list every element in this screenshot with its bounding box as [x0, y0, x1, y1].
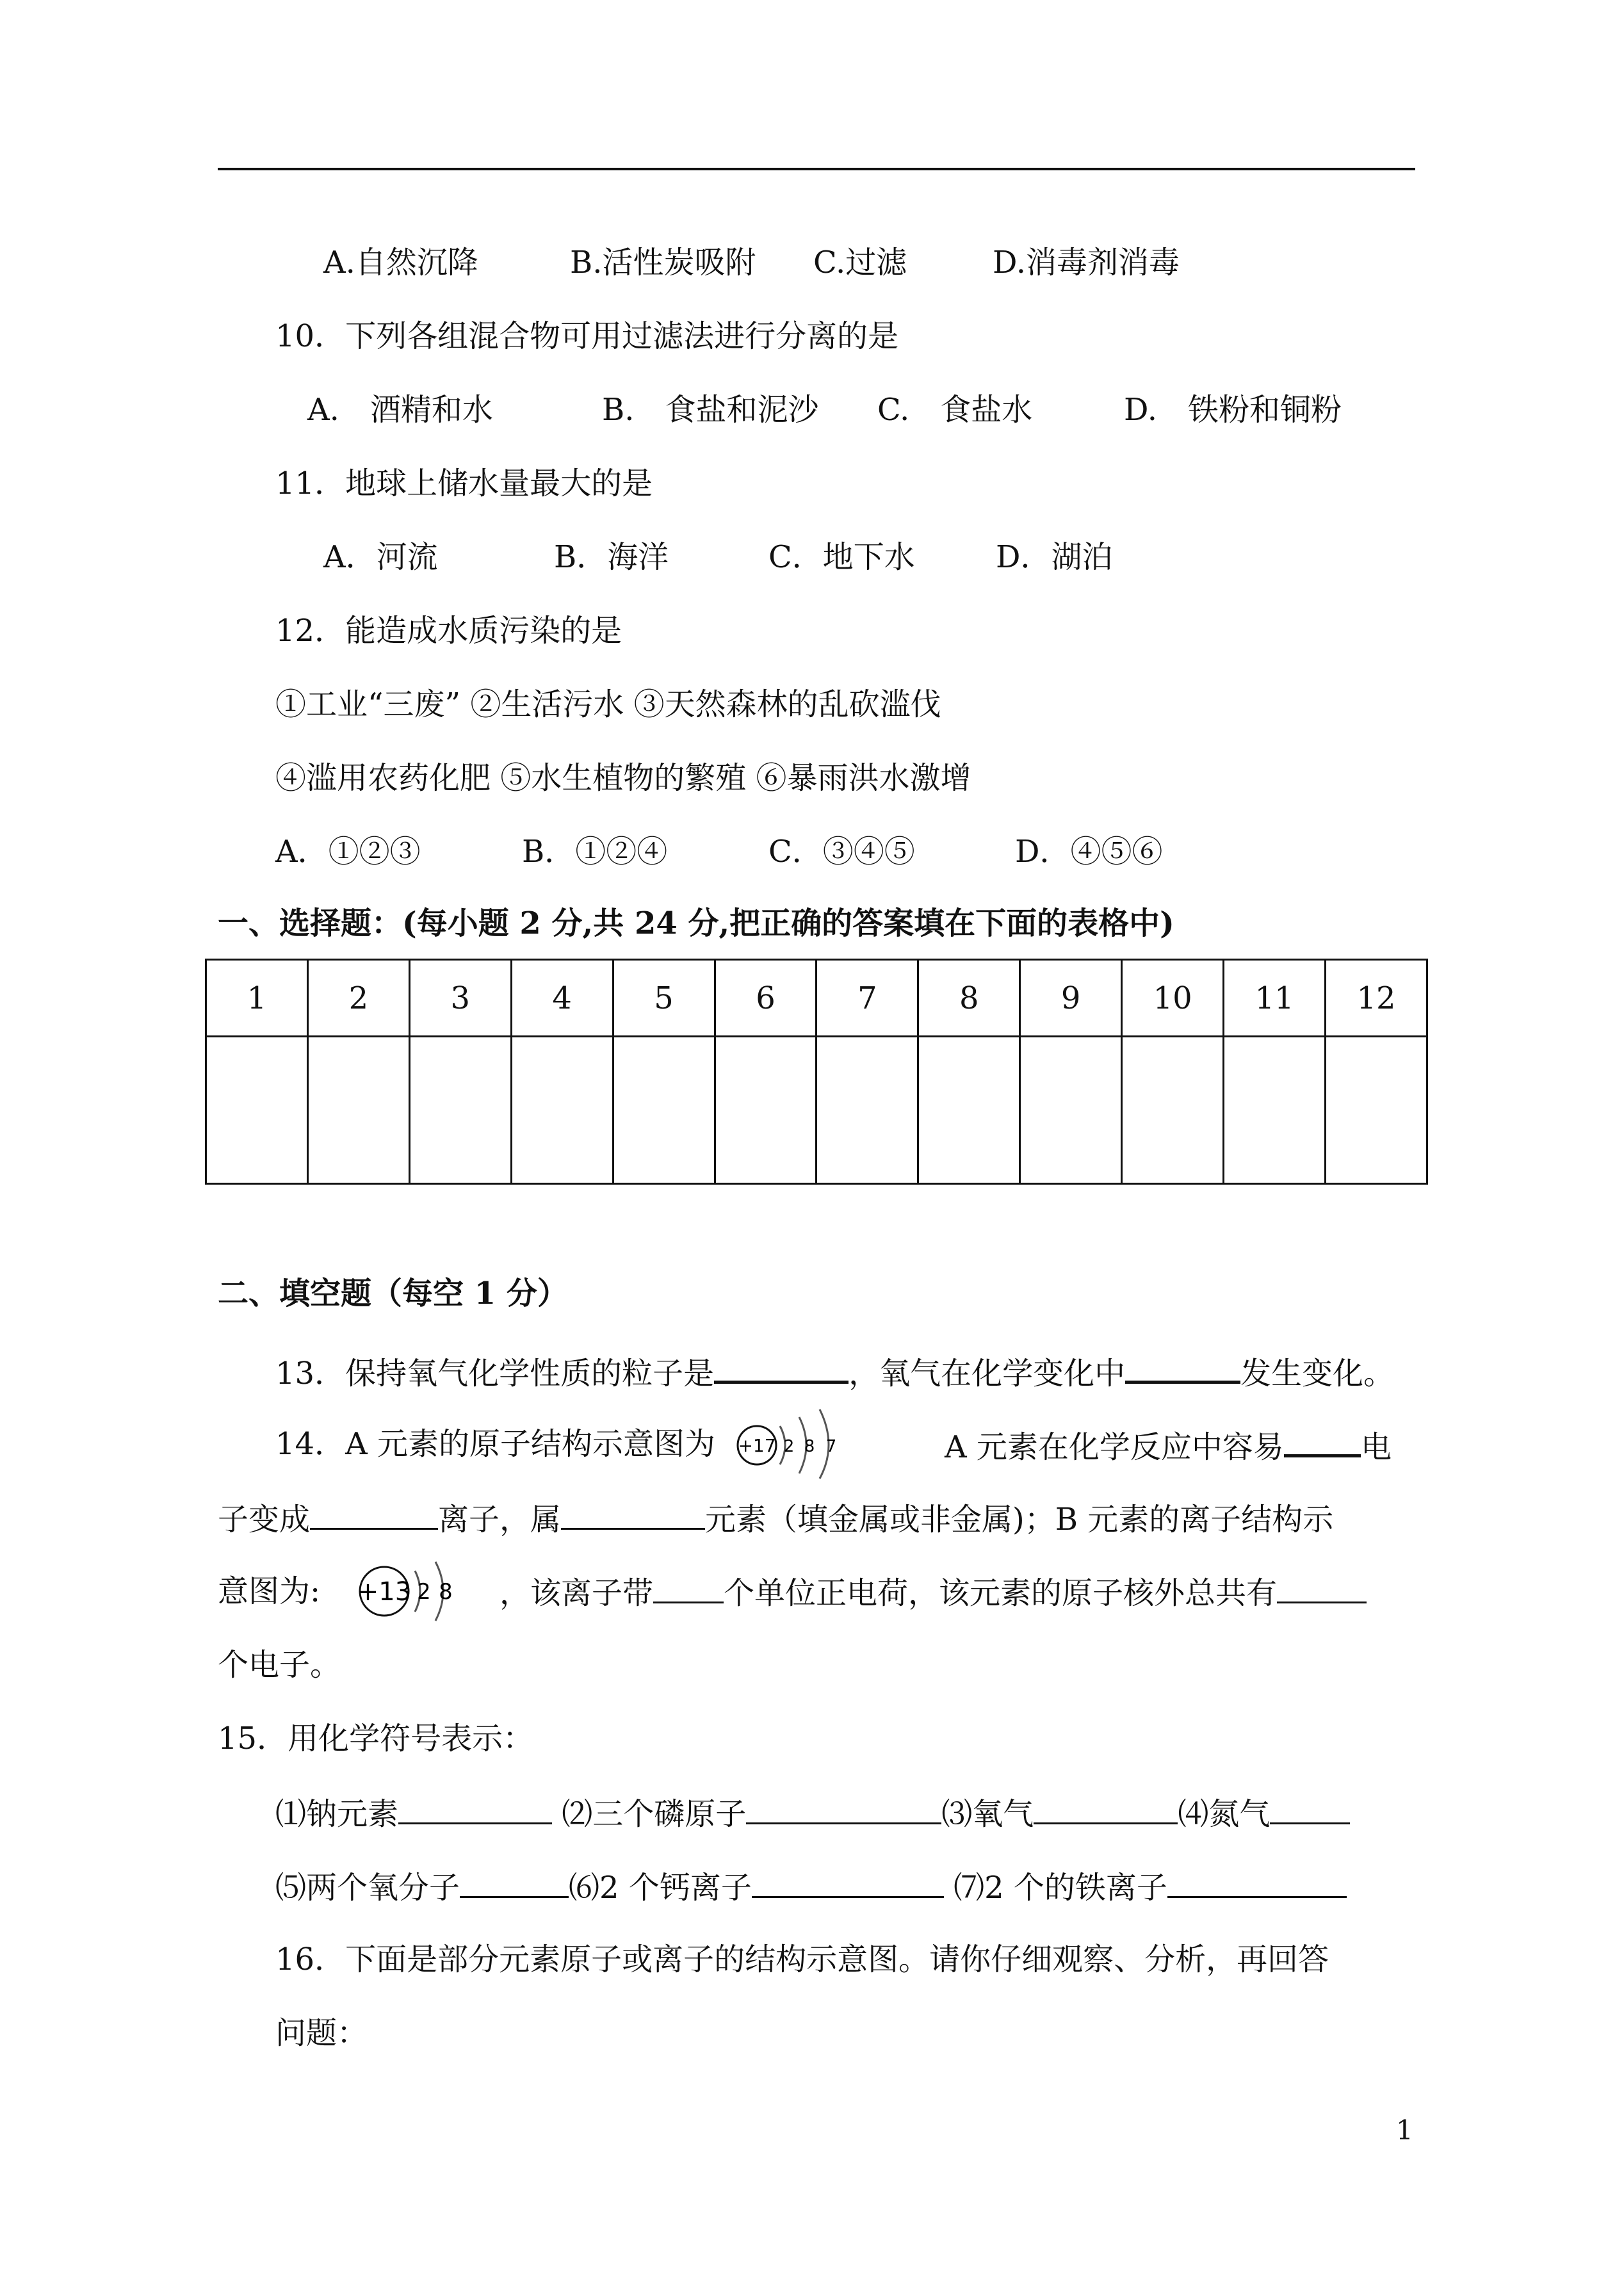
- answer-table-header: 6: [715, 960, 816, 1037]
- answer-table-header: 3: [409, 960, 511, 1037]
- q14-blank-4[interactable]: [653, 1572, 724, 1603]
- q11-option-a: A．河流: [323, 539, 438, 575]
- q10-option-b: B. 食盐和泥沙: [602, 392, 819, 428]
- answer-table-header: 1: [206, 960, 308, 1037]
- answer-cell[interactable]: [307, 1037, 409, 1184]
- answer-cell[interactable]: [613, 1037, 715, 1184]
- q12-option-b: B．①②④: [522, 834, 668, 870]
- answer-cell[interactable]: [409, 1037, 511, 1184]
- answer-table-header: 4: [511, 960, 613, 1037]
- q15-row2: [275, 1867, 1347, 1907]
- q11-option-d: D．湖泊: [996, 539, 1113, 575]
- q14-line2: [218, 1498, 1333, 1539]
- ion-b-structure-diagram: [352, 1553, 480, 1630]
- section2-title: 二、填空题（每空 1 分）: [218, 1276, 568, 1311]
- q15-item-5: ⑸两个氧分子: [275, 1870, 460, 1906]
- page-number: 1: [1396, 2114, 1413, 2146]
- q13-line: [275, 1351, 1394, 1393]
- answer-cell[interactable]: [1020, 1037, 1122, 1184]
- q12-stem: 12．能造成水质污染的是: [275, 613, 622, 649]
- q11-stem: 11．地球上储水量最大的是: [275, 466, 653, 501]
- q15-row1: [275, 1793, 1350, 1833]
- q15-item-3: ⑶氧气: [941, 1796, 1034, 1832]
- answer-cell[interactable]: [511, 1037, 613, 1184]
- q9-option-a: A.自然沉降: [323, 245, 478, 280]
- q14-text-8: ，该离子带: [499, 1575, 654, 1611]
- q13-blank-1[interactable]: [714, 1351, 849, 1384]
- q9-option-c: C.过滤: [813, 245, 907, 280]
- q10-stem: 10．下列各组混合物可用过滤法进行分离的是: [275, 318, 899, 354]
- q16-line2: 问题：: [275, 2015, 368, 2051]
- q14-blank-2[interactable]: [310, 1498, 438, 1530]
- q12-option-d: D．④⑤⑥: [1015, 834, 1163, 870]
- q10-option-c: C. 食盐水: [877, 392, 1033, 428]
- q11-option-c: C．地下水: [768, 539, 915, 575]
- answer-table-header: 9: [1020, 960, 1122, 1037]
- answer-table: [205, 959, 1428, 1185]
- atom-a-shell-2: 8: [804, 1437, 815, 1456]
- answer-cell[interactable]: [1122, 1037, 1224, 1184]
- q13-text-2: ，氧气在化学变化中: [849, 1356, 1126, 1391]
- q15-item-4: ⑷氮气: [1178, 1796, 1271, 1832]
- q14-text-2: A 元素在化学反应中容易: [945, 1429, 1284, 1465]
- q14-text-6: 元素（填金属或非金属)；B 元素的离子结构示: [705, 1502, 1334, 1537]
- q14-text-9: 个单位正电荷，该元素的原子核外总共有: [724, 1575, 1278, 1611]
- answer-table-header: 7: [816, 960, 918, 1037]
- q10-option-d: D. 铁粉和铜粉: [1124, 392, 1342, 428]
- q9-option-b: B.活性炭吸附: [570, 245, 756, 280]
- q12-choices-line1: ①工业“三废” ②生活污水 ③天然森林的乱砍滥伐: [275, 686, 941, 722]
- q16-line1: 16．下面是部分元素原子或离子的结构示意图。请你仔细观察、分析，再回答: [275, 1942, 1329, 1977]
- ion-b-shell-2: 8: [439, 1579, 453, 1605]
- q12-choices-line2: ④滥用农药化肥 ⑤水生植物的繁殖 ⑥暴雨洪水激增: [275, 760, 971, 796]
- q13-text-1: 13．保持氧气化学性质的粒子是: [275, 1356, 715, 1391]
- answer-table-header-row: [206, 960, 1427, 1037]
- q15-blank-6[interactable]: [752, 1867, 944, 1898]
- q15-item-7: ⑺2 个的铁离子: [954, 1870, 1167, 1906]
- q15-stem: 15．用化学符号表示：: [218, 1721, 534, 1756]
- q15-blank-3[interactable]: [1034, 1793, 1178, 1824]
- header-rule: [218, 168, 1415, 170]
- q14-blank-5[interactable]: [1277, 1572, 1367, 1603]
- q14-text-5: 离子，属: [438, 1502, 562, 1537]
- answer-cell[interactable]: [206, 1037, 308, 1184]
- section1-title: 一、选择题：(每小题 2 分,共 24 分,把正确的答案填在下面的表格中): [218, 905, 1174, 941]
- atom-a-shell-1: 2: [783, 1437, 795, 1456]
- q15-blank-1[interactable]: [398, 1793, 552, 1824]
- answer-cell[interactable]: [715, 1037, 816, 1184]
- atom-a-nucleus: +17: [738, 1435, 776, 1456]
- answer-table-header: 8: [918, 960, 1020, 1037]
- q12-option-c: C．③④⑤: [768, 834, 915, 870]
- q13-blank-2[interactable]: [1125, 1351, 1240, 1384]
- q14-text-3: 电: [1360, 1429, 1392, 1465]
- q14-line3-tail: [499, 1572, 1367, 1612]
- answer-cell[interactable]: [918, 1037, 1020, 1184]
- q13-text-3: 发生变化。: [1240, 1356, 1395, 1391]
- q14-line1-tail: [945, 1425, 1392, 1466]
- q15-item-2: ⑵三个磷原子: [562, 1796, 747, 1832]
- answer-table-header: 11: [1224, 960, 1326, 1037]
- q15-blank-2[interactable]: [746, 1793, 941, 1824]
- q14-blank-1[interactable]: [1284, 1425, 1361, 1457]
- q12-option-a: A．①②③: [275, 834, 421, 870]
- q15-blank-7[interactable]: [1167, 1867, 1347, 1898]
- q10-option-a: A. 酒精和水: [307, 392, 493, 428]
- atom-a-shell-3: 7: [825, 1437, 837, 1456]
- answer-table-header: 5: [613, 960, 715, 1037]
- ion-b-nucleus: +13: [357, 1577, 412, 1607]
- atom-a-structure-diagram: [730, 1399, 858, 1479]
- answer-table-header: 12: [1325, 960, 1427, 1037]
- q15-item-6: ⑹2 个钙离子: [569, 1870, 752, 1906]
- answer-table-header: 2: [307, 960, 409, 1037]
- q14-blank-3[interactable]: [561, 1498, 705, 1530]
- answer-cell[interactable]: [1224, 1037, 1326, 1184]
- q14-text-7: 意图为:: [218, 1573, 321, 1609]
- q9-option-d: D.消毒剂消毒: [993, 245, 1180, 280]
- q11-option-b: B．海洋: [554, 539, 669, 575]
- ion-b-shell-1: 2: [417, 1579, 431, 1605]
- q14-text-1: 14．A 元素的原子结构示意图为: [275, 1426, 716, 1462]
- q15-blank-4[interactable]: [1270, 1793, 1350, 1824]
- q15-item-1: ⑴钠元素: [275, 1796, 399, 1832]
- q14-text-10: 个电子。: [218, 1647, 341, 1683]
- answer-cell[interactable]: [1325, 1037, 1427, 1184]
- q15-blank-5[interactable]: [460, 1867, 569, 1898]
- answer-cell[interactable]: [816, 1037, 918, 1184]
- answer-table-header: 10: [1122, 960, 1224, 1037]
- q14-text-4: 子变成: [218, 1502, 311, 1537]
- answer-table-answer-row: [206, 1037, 1427, 1184]
